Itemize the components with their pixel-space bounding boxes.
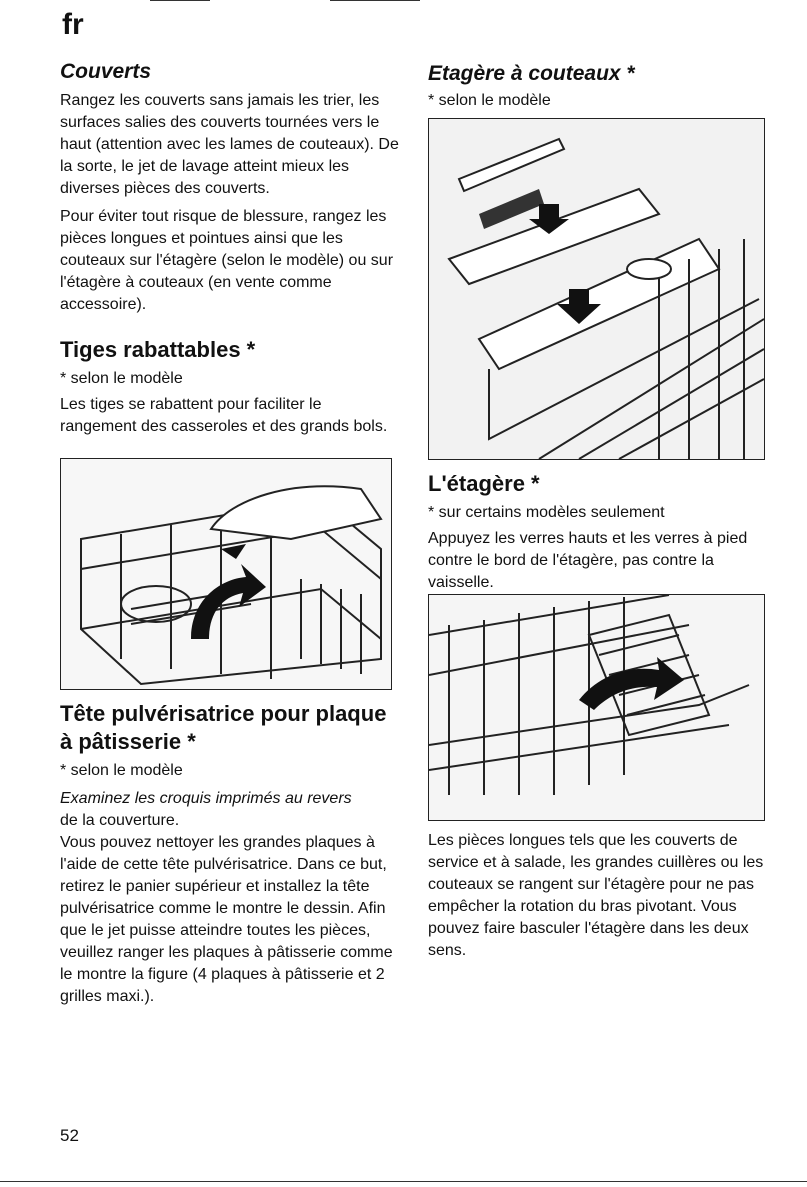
figure-folding-tines: [60, 458, 392, 690]
section-couverts: [60, 60, 400, 316]
paragraph-etagere-2: Les pièces longues tels que les couverts de service et à salade, les grandes cuillères ou les couteaux se rangent sur l'étagère pour ne pas empêcher la rotation du bras pivotant. Vous pouvez faire basculer l'étagère dans les deux sens.: [428, 832, 764, 959]
paragraph-tete-1: Examinez les croquis imprimés au revers: [60, 790, 352, 807]
section-title-tiges: Tiges rabattables *: [60, 337, 256, 362]
figure-shelf: [428, 594, 765, 821]
scan-line: [330, 0, 420, 1]
scan-line: [150, 0, 210, 1]
paragraph-tete-1b: de la couverture.: [60, 812, 180, 829]
section-etagere-couteaux: [428, 62, 773, 112]
paragraph-tete-2: Vous pouvez nettoyer les grandes plaques à l'aide de cette tête pulvérisatrice. Dans ce but, retirez le panier supérieur et installez la tête pulvérisatrice comme le montre le dessin. Afin que le jet puisse atteindre toutes les pièces, veuillez ranger les plaques à pâtisserie comme le montre la figure (4 plaques à pâtisserie et 2 grilles maxi.).: [60, 834, 393, 1005]
language-code: fr: [62, 8, 84, 41]
paragraph-tiges: Les tiges se rabattent pour faciliter le rangement des casseroles et des grands bols.: [60, 396, 388, 435]
paragraph-couverts-1: Rangez les couverts sans jamais les trier, les surfaces salies des couverts tournées vers le haut (attention avec les lames de couteaux). De la sorte, le jet de lavage atteint mieux les diverses pièces des couverts.: [60, 92, 399, 197]
note-etagere: * sur certains modèles seulement: [428, 504, 665, 521]
paragraph-couverts-2: Pour éviter tout risque de blessure, rangez les pièces longues et pointues ainsi que les couteaux sur l'étagère (selon le modèle) ou sur l'étagère à couteaux (en vente comme accessoire).: [60, 208, 394, 313]
section-title-couverts: Couverts: [60, 60, 152, 83]
page-bottom-line: [0, 1181, 807, 1182]
section-title-etagere: L'étagère *: [428, 471, 540, 496]
note-etagere-couteaux: * selon le modèle: [428, 92, 551, 109]
section-etagere-details: [428, 830, 773, 962]
note-tete: * selon le modèle: [60, 762, 183, 779]
paragraph-etagere-1: Appuyez les verres hauts et les verres à pied contre le bord de l'étagère, pas contre la vaisselle.: [428, 530, 748, 591]
section-etagere: [428, 470, 773, 594]
section-title-tete: Tête pulvérisatrice pour plaque à pâtisserie *: [60, 701, 387, 754]
section-tiges: [60, 336, 400, 438]
section-title-etagere-couteaux: Etagère à couteaux *: [428, 62, 635, 85]
note-tiges: * selon le modèle: [60, 370, 183, 387]
page-number: 52: [60, 1126, 79, 1145]
figure-knife-rack: [428, 118, 765, 460]
section-tete: [60, 700, 400, 1008]
